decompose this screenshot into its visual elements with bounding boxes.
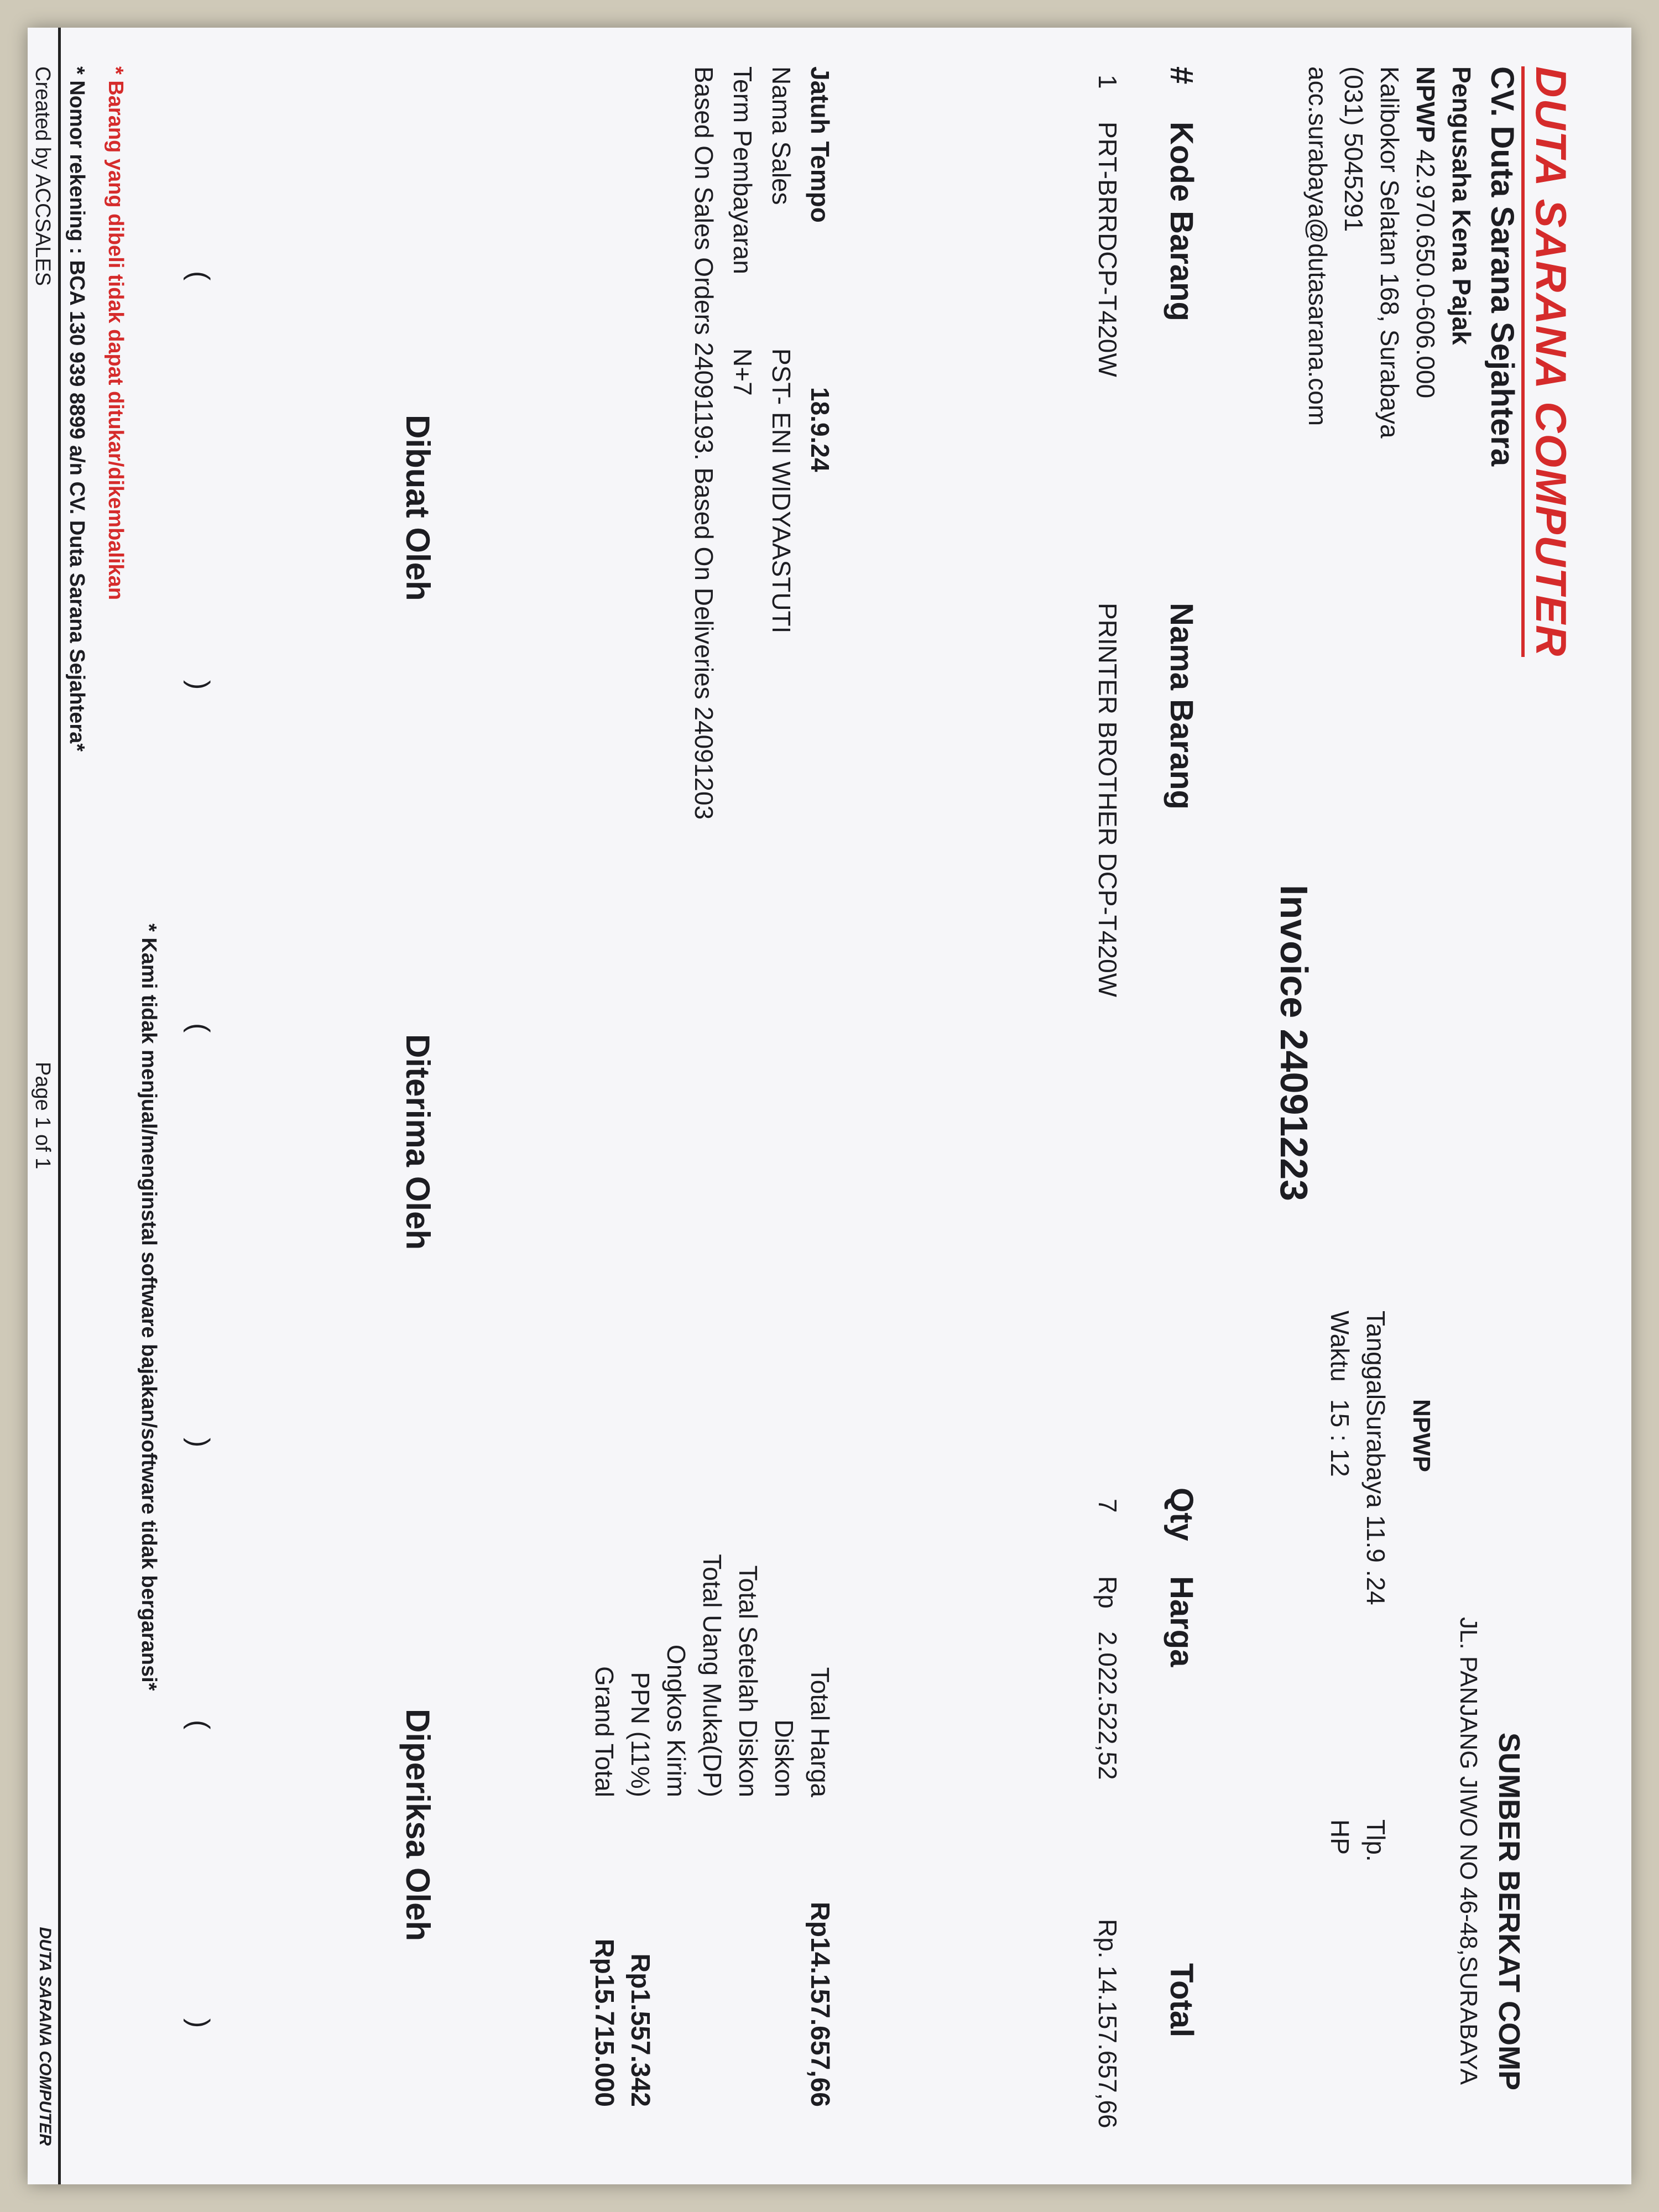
grand-total-value: Rp15.715.000 — [589, 1938, 619, 2107]
row-kode: PRT-BRRDCP-T420W — [1093, 122, 1122, 377]
uang-muka-label: Total Uang Muka(DP) — [698, 1554, 727, 1797]
rekening-note: * Nomor rekening : BCA 130 939 8899 a/n CV. Duta Sarana Sejahtera* — [65, 66, 88, 752]
jatuh-tempo-label: Jatuh Tempo — [806, 66, 834, 223]
based-on-text: Based On Sales Orders 24091193. Based On Deliveries 24091203 — [690, 66, 718, 820]
col-kode-header: Kode Barang — [1164, 122, 1199, 321]
diperiksa-oleh-label: Diperiksa Oleh — [399, 1709, 436, 1942]
customer-name: SUMBER BERKAT COMP — [1493, 1733, 1526, 2090]
jatuh-tempo-value: 18.9.24 — [806, 387, 834, 472]
row-currency: Rp — [1093, 1576, 1122, 1609]
company-address: Kalibokor Selatan 168, Surabaya — [1375, 66, 1404, 439]
sales-label: Nama Sales — [767, 66, 796, 205]
setelah-diskon-label: Total Setelah Diskon — [734, 1565, 763, 1797]
row-total: Rp. 14.157.657,66 — [1093, 1919, 1122, 2128]
diterima-oleh-label: Diterima Oleh — [399, 1034, 436, 1250]
customer-npwp-label: NPWP — [1408, 1399, 1435, 1472]
ppn-value: Rp1.557.342 — [625, 1953, 655, 2107]
footer-divider — [58, 28, 61, 2184]
term-label: Term Pembayaran — [728, 66, 757, 274]
npwp-label: NPWP — [1411, 66, 1440, 143]
col-nama-header: Nama Barang — [1164, 603, 1199, 810]
created-by: Created by ACCSALES — [31, 66, 54, 286]
term-value: N+7 — [728, 348, 757, 396]
diperiksa-paren-close: ) — [183, 2018, 215, 2028]
col-total-header: Total — [1164, 1963, 1199, 2038]
row-qty: 7 — [1093, 1499, 1122, 1513]
col-qty-header: Qty — [1164, 1488, 1199, 1541]
company-phone: (031) 5045291 — [1339, 66, 1368, 232]
col-no-header: # — [1164, 66, 1199, 85]
company-logo: DUTA SARANA COMPUTER — [1521, 66, 1576, 657]
sales-value: PST- ENI WIDYAASTUTI — [767, 348, 796, 634]
total-harga-value: Rp14.157.657,66 — [805, 1902, 834, 2107]
dibuat-paren-close: ) — [183, 680, 215, 690]
row-harga: 2.022.522,52 — [1093, 1631, 1122, 1780]
customer-address: JL. PANJANG JIWO NO 46-48,SURABAYA — [1455, 1617, 1482, 2085]
row-nama: PRINTER BROTHER DCP-T420W — [1093, 603, 1122, 998]
ppn-label: PPN (11%) — [626, 1672, 655, 1797]
diterima-paren-open: ( — [183, 1023, 215, 1033]
footer-logo: DUTA SARANA COMPUTER — [36, 1927, 54, 2146]
row-no: 1 — [1093, 75, 1122, 89]
page-number: Page 1 of 1 — [31, 1062, 54, 1170]
grand-total-label: Grand Total — [590, 1666, 619, 1797]
npwp-value: 42.970.650.0-606.000 — [1411, 149, 1440, 399]
pkp-label: Pengusaha Kena Pajak — [1447, 66, 1476, 345]
dibuat-paren-open: ( — [183, 271, 215, 281]
diskon-label: Diskon — [770, 1719, 799, 1797]
total-harga-label: Total Harga — [806, 1667, 834, 1797]
invoice-title: Invoice 24091223 — [1272, 885, 1316, 1202]
col-harga-header: Harga — [1164, 1576, 1199, 1667]
waktu-label: Waktu — [1326, 1311, 1354, 1382]
tanggal-label: Tanggal — [1361, 1311, 1390, 1400]
ongkos-kirim-label: Ongkos Kirim — [662, 1644, 691, 1797]
waktu-value: 15 : 12 — [1326, 1399, 1354, 1477]
diterima-paren-close: ) — [183, 1438, 215, 1448]
tlp-label: Tlp. — [1361, 1819, 1390, 1862]
diperiksa-paren-open: ( — [183, 1720, 215, 1730]
invoice-sheet — [28, 28, 1631, 2184]
hp-label: HP — [1326, 1819, 1354, 1855]
software-note: * Kami tidak menjual/menginstal software bajakan/software tidak bergaransi* — [137, 924, 160, 1691]
dibuat-oleh-label: Dibuat Oleh — [399, 415, 436, 601]
company-email: acc.surabaya@dutasarana.com — [1303, 66, 1332, 426]
tanggal-value: Surabaya 11.9 .24 — [1361, 1399, 1390, 1605]
company-name: CV. Duta Sarana Sejahtera — [1484, 66, 1520, 467]
no-return-note: * Barang yang dibeli tidak dapat ditukar/dikembalikan — [104, 66, 127, 601]
